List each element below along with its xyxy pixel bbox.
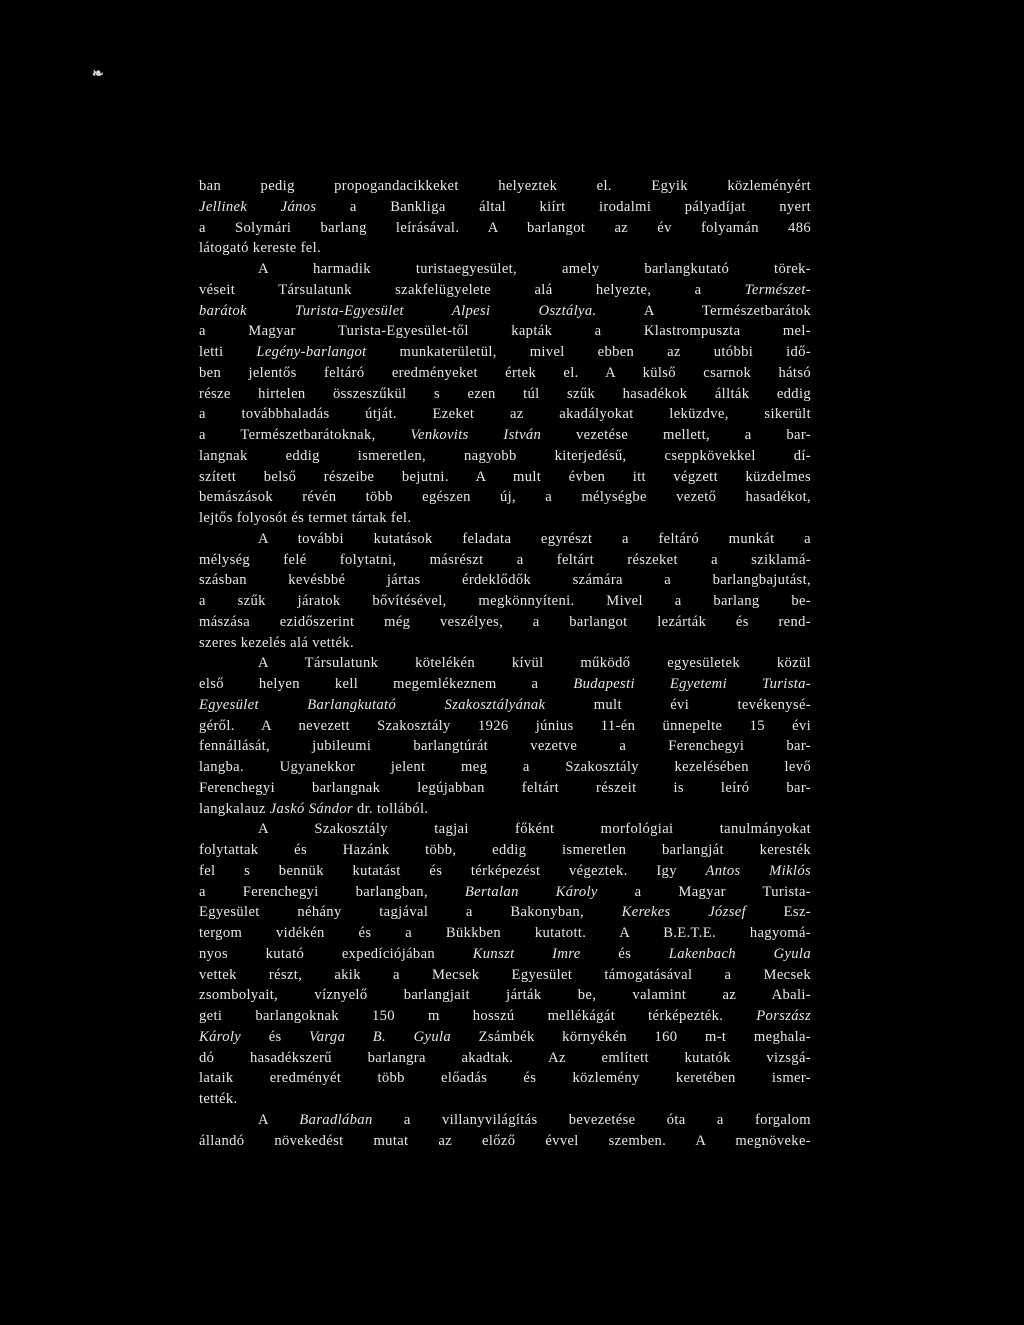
text-line — [199, 363, 811, 384]
text-line — [199, 238, 811, 259]
text-line — [199, 321, 811, 342]
text-line — [199, 1068, 811, 1089]
text-run: része hirtelen összeszűkül s ezen túl szűk hasadékok állták eddig — [199, 385, 811, 402]
text-line — [199, 923, 811, 944]
text-line — [199, 259, 811, 280]
text-run: vezetése mellett, a bar- — [541, 427, 811, 443]
text-line — [199, 799, 811, 820]
text-run: fennállását, jubileumi barlangtúrát vezetve a Ferenchegyi bar- — [199, 738, 811, 755]
text-run: A Szakosztály tagjai főként morfológiai tanulmányokat — [258, 821, 811, 838]
text-run: a Magyar Turista-Egyesület-től kapták a Klastrompuszta mel- — [199, 323, 811, 340]
text-line — [199, 280, 811, 301]
text-line — [199, 736, 811, 757]
text-line — [199, 550, 811, 571]
text-run: geti barlangoknak 150 m hosszú mellékágát térképezték. — [199, 1008, 757, 1024]
text-line — [199, 965, 811, 986]
text-run: véseit Társulatunk szakfelügyelete alá helyezte, a — [199, 281, 745, 298]
text-run: A Természetbarátok — [596, 302, 811, 319]
text-run: és — [580, 945, 669, 962]
text-run: langba. Ugyanekkor jelent meg a Szakosztály kezelésében levő — [199, 759, 811, 775]
text-line — [199, 1089, 811, 1110]
text-run: és — [241, 1028, 310, 1045]
text-line — [199, 819, 811, 840]
italic-name: Egyesület Barlangkutató Szakosztályának — [199, 696, 546, 713]
italic-name: Budapesti Egyetemi Turista- — [573, 676, 811, 692]
italic-name: Jellinek János — [199, 198, 317, 215]
text-line — [199, 425, 811, 446]
text-line — [199, 882, 811, 903]
text-run: A Társulatunk kötelékén kívül működő egyesületek közül — [258, 655, 811, 672]
italic-name: Venkovits István — [410, 427, 542, 443]
text-run: tették. — [199, 1091, 238, 1107]
italic-name: Jaskó Sándor — [269, 800, 353, 817]
text-run: a Solymári barlang leírásával. A barlangot az év folyamán 486 — [199, 219, 811, 236]
text-run: A harmadik turistaegyesület, amely barlangkutató törek- — [258, 261, 811, 277]
text-run: a Ferenchegyi barlangban, — [199, 883, 465, 900]
text-run: Esz- — [746, 904, 811, 921]
text-line — [199, 467, 811, 488]
text-run: ban pedig propogandacikkeket helyeztek el. Egyik közleményért — [199, 178, 811, 194]
italic-name: Károly — [199, 1028, 242, 1045]
text-run: a Természetbarátoknak, — [199, 427, 411, 443]
text-line — [199, 944, 811, 965]
text-run: A további kutatások feladata egyrészt a feltáró munkát a — [258, 530, 811, 547]
text-run: langnak eddig ismeretlen, nagyobb kiterjedésű, cseppkövekkel dí- — [199, 447, 811, 464]
italic-name: Bertalan Károly — [464, 883, 598, 900]
text-run: a Bankliga által kiírt irodalmi pályadíjat nyert — [316, 198, 811, 215]
text-run: dó hasadékszerű barlangra akadtak. Az említett kutatók vizsgá- — [199, 1049, 811, 1066]
text-line — [199, 633, 811, 654]
text-line — [199, 508, 811, 529]
text-line — [199, 404, 811, 425]
text-line — [199, 591, 811, 612]
text-line — [199, 695, 811, 716]
text-run: ben jelentős feltáró eredményeket értek el. A külső csarnok hátsó — [199, 364, 811, 381]
text-line — [199, 446, 811, 467]
text-run: lataik eredményét több előadás és közlemény keretében ismer- — [199, 1070, 811, 1087]
text-run: a villanyvilágítás bevezetése óta a forgalom — [372, 1111, 811, 1128]
italic-name: Természet- — [744, 281, 811, 298]
text-run: fel s bennük kutatást és térképezést végeztek. Igy — [199, 862, 706, 879]
text-run: Ferenchegyi barlangnak legújabban feltárt részeit is leíró bar- — [199, 779, 811, 796]
text-line — [199, 716, 811, 737]
text-line — [199, 902, 811, 923]
text-line — [199, 570, 811, 591]
text-line — [199, 218, 811, 239]
text-line — [199, 674, 811, 695]
text-run: munkaterületül, mivel ebben az utóbbi idő- — [366, 344, 811, 360]
text-line — [199, 529, 811, 550]
text-run: a Magyar Turista- — [597, 883, 811, 900]
text-run: látogató kereste fel. — [199, 240, 322, 257]
text-line — [199, 384, 811, 405]
text-run: Egyesület néhány tagjával a Bakonyban, — [199, 904, 622, 921]
italic-name: Kunszt Imre — [472, 945, 581, 962]
text-run: mélység felé folytatni, másrészt a feltárt részeket a sziklamá- — [199, 551, 811, 568]
text-run: folytattak és Hazánk több, eddig ismeretlen barlangját keresték — [199, 842, 811, 858]
italic-name: Lakenbach Gyula — [668, 945, 811, 962]
text-run: A — [258, 1111, 300, 1128]
text-line — [199, 1006, 811, 1027]
text-run: letti — [199, 344, 257, 360]
text-line — [199, 197, 811, 218]
text-run: tergom vidékén és a Bükkben kutatott. A B.E.T.E. hagyomá- — [199, 925, 811, 941]
text-run: bemászások révén több egészen új, a mélységbe vezető hasadékot, — [199, 489, 811, 506]
text-line — [199, 840, 811, 861]
text-line — [199, 778, 811, 799]
text-run: a szűk járatok bővítésével, megkönnyíteni. Mivel a barlang be- — [199, 593, 811, 609]
italic-name: Antos Miklós — [705, 862, 811, 879]
text-line — [199, 1131, 811, 1152]
text-line — [199, 301, 811, 322]
italic-name: Varga B. Gyula — [309, 1028, 452, 1045]
scan-artifact-icon: ❧ — [92, 67, 103, 82]
text-run: szeres kezelés alá vették. — [199, 634, 354, 651]
text-line — [199, 1110, 811, 1131]
text-run: szített belső részeibe bejutni. A mult évben itt végzett küzdelmes — [199, 468, 811, 485]
text-line — [199, 985, 811, 1006]
body-text — [199, 176, 811, 1151]
italic-name: Porszász — [756, 1008, 811, 1024]
text-run: Zsámbék környékén 160 m-t meghala- — [451, 1028, 812, 1045]
italic-name: Legény-barlangot — [256, 344, 367, 360]
text-run: mászása ezidőszerint még veszélyes, a barlangot lezárták és rend- — [199, 613, 811, 630]
italic-name: barátok Turista-Egyesület Alpesi Osztálya. — [199, 302, 597, 319]
text-run: dr. tollából. — [352, 800, 429, 817]
text-run: a továbbhaladás útját. Ezeket az akadályokat leküzdve, sikerült — [199, 406, 811, 423]
text-run: vettek részt, akik a Mecsek Egyesület támogatásával a Mecsek — [199, 966, 811, 983]
text-line — [199, 1048, 811, 1069]
text-run: nyos kutató expedíciójában — [199, 945, 473, 962]
text-line — [199, 861, 811, 882]
text-run: géről. A nevezett Szakosztály 1926 június 11-én ünnepelte 15 évi — [199, 717, 811, 734]
text-run: lejtős folyosót és termet tártak fel. — [199, 510, 412, 526]
italic-name: Kerekes József — [621, 904, 746, 921]
text-line — [199, 176, 811, 197]
text-line — [199, 342, 811, 363]
text-run: első helyen kell megemlékeznem a — [199, 676, 574, 692]
text-line — [199, 612, 811, 633]
italic-name: Baradlában — [299, 1111, 373, 1128]
text-line — [199, 487, 811, 508]
text-run: mult évi tevékenysé- — [545, 696, 811, 713]
text-run: zsombolyait, víznyelő barlangjait járták be, valamint az Abali- — [199, 987, 811, 1004]
text-line — [199, 1027, 811, 1048]
text-line — [199, 653, 811, 674]
text-run: állandó növekedést mutat az előző évvel szemben. A megnöveke- — [199, 1132, 811, 1149]
text-run: langkalauz — [199, 800, 270, 817]
text-line — [199, 757, 811, 778]
text-run: szásban kevésbbé jártas érdeklődők számára a barlangbajutást, — [199, 572, 811, 589]
